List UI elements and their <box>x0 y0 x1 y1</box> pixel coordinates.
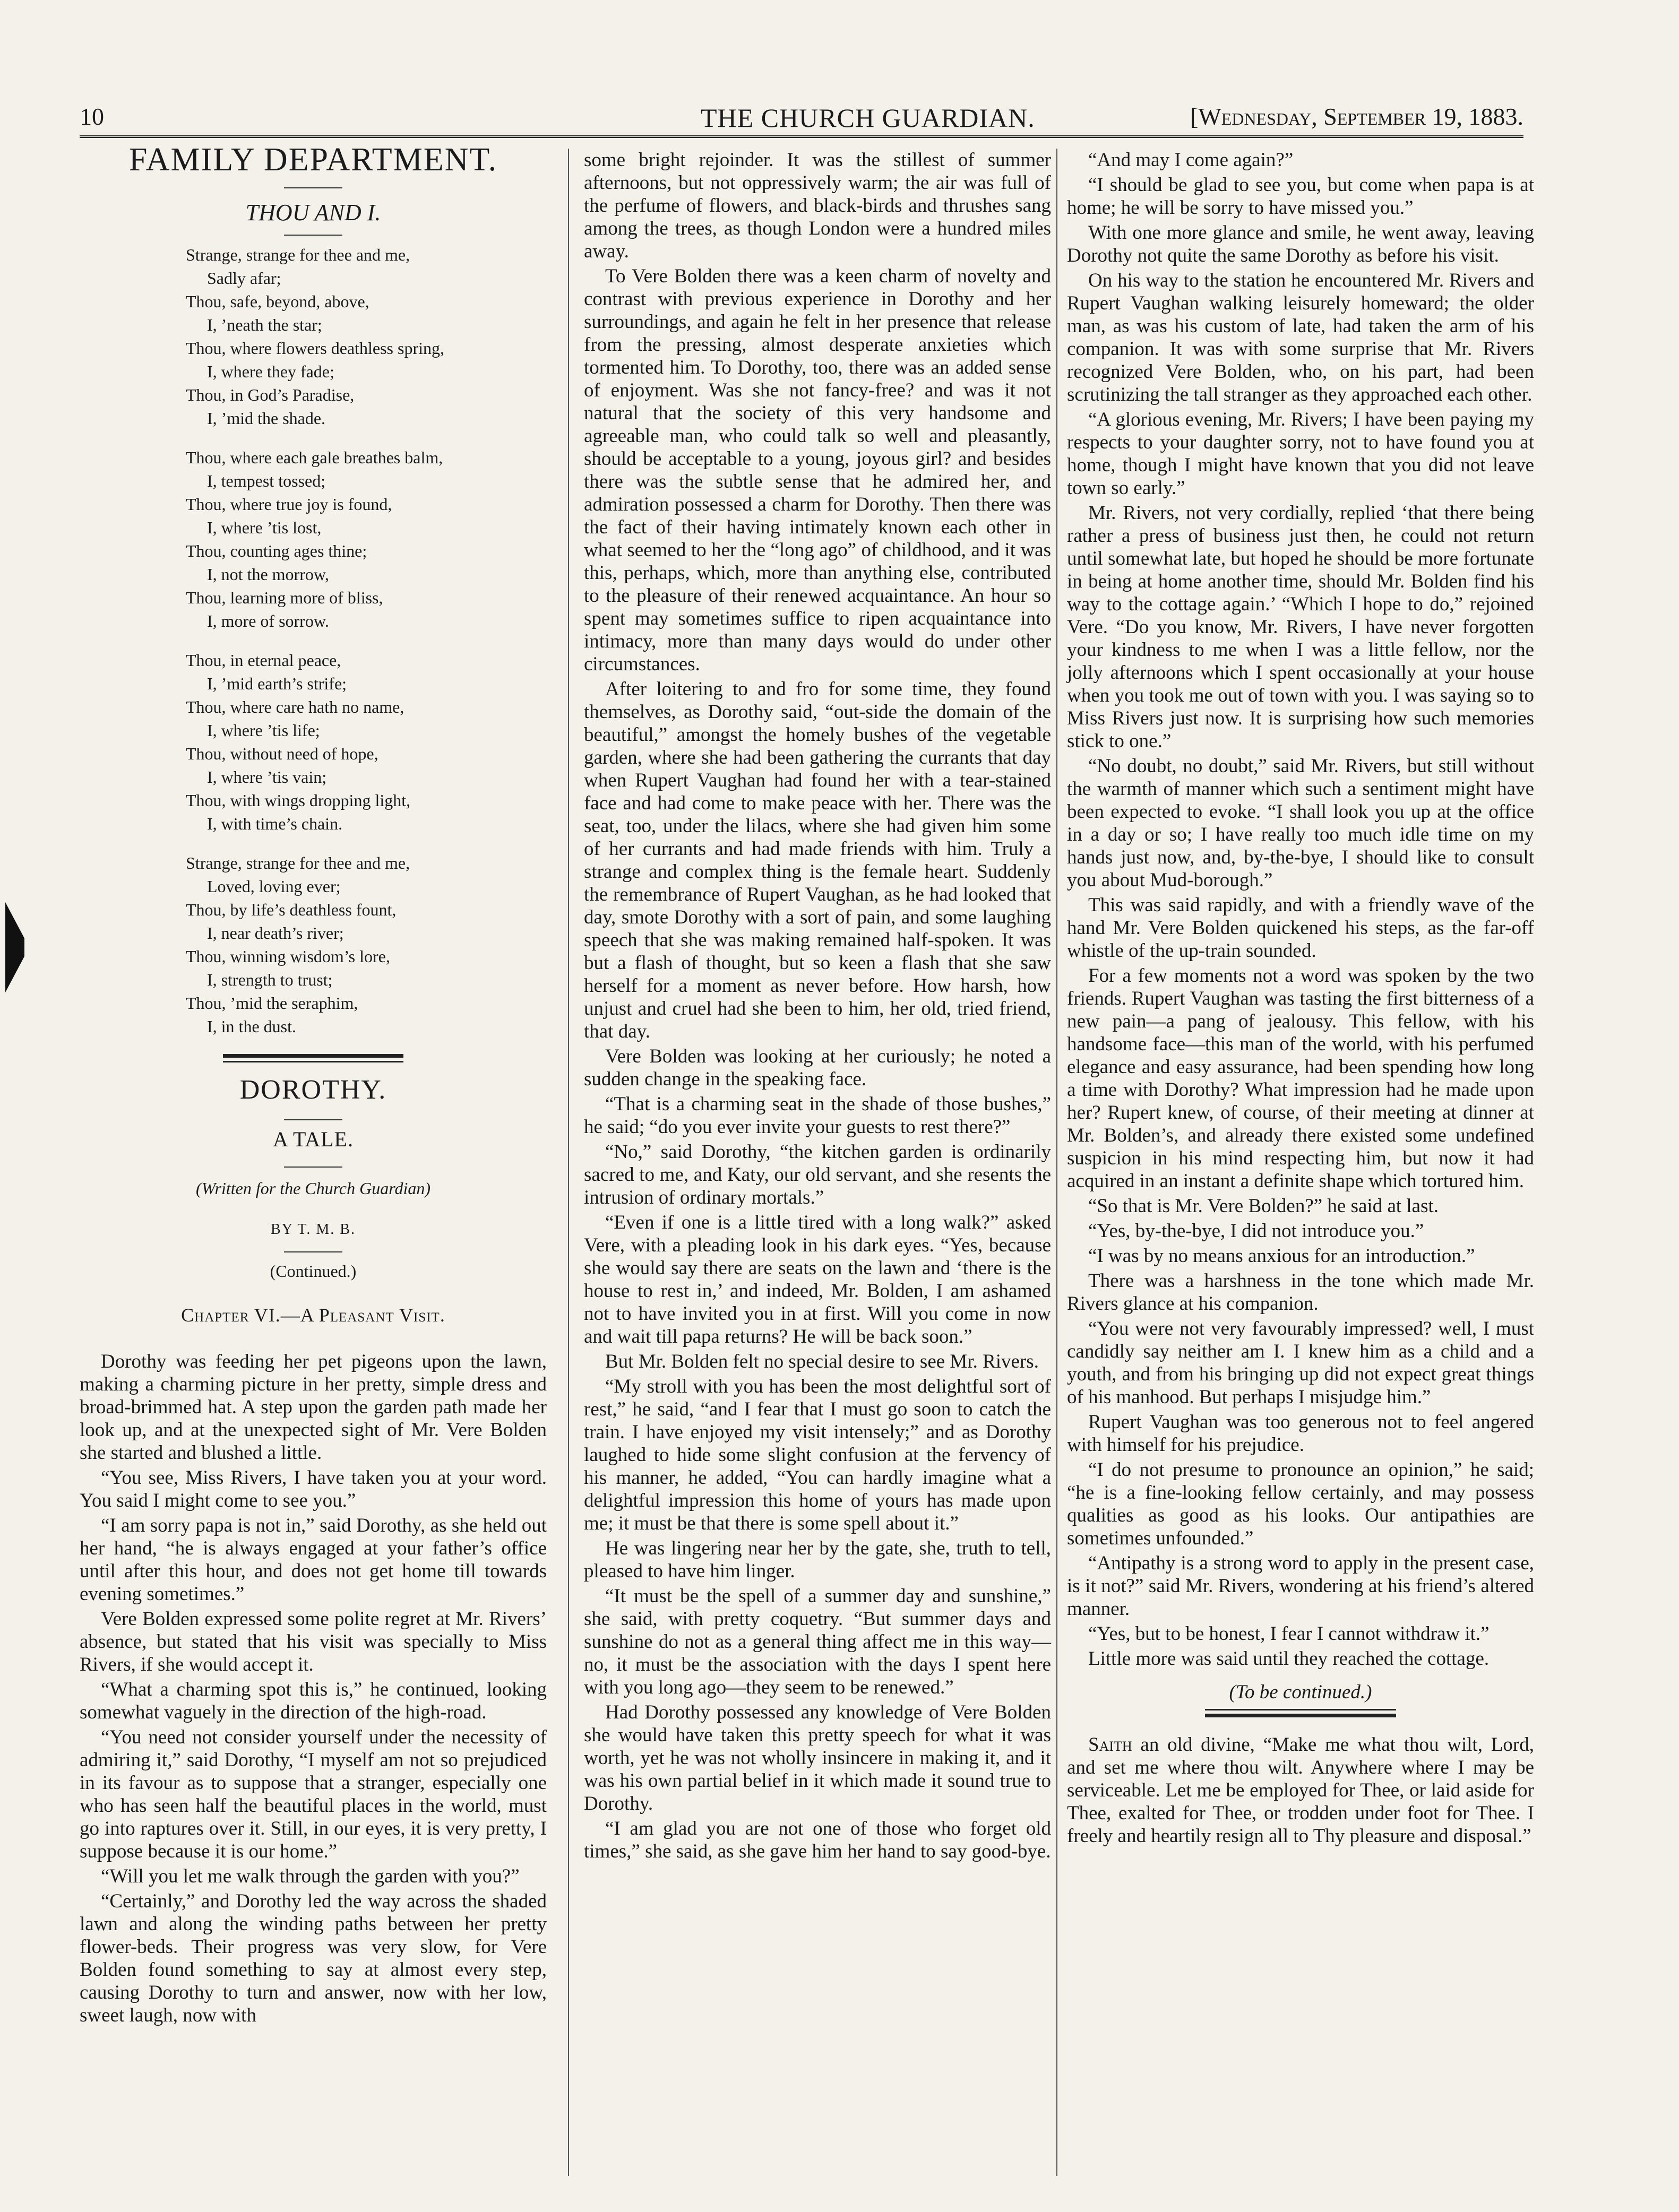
story-paragraph: “Yes, but to be honest, I fear I cannot withdraw it.” <box>1088 1623 1489 1645</box>
story-paragraph: “I am sorry papa is not in,” said Dorothy, as she held out her hand, “he is always engaged at your father’s office until after this hour, and does not get home till towards evening sometimes.” <box>80 1515 547 1605</box>
poem-line: Thou, with wings dropping light, <box>186 791 411 810</box>
ornamental-rule <box>223 1054 403 1062</box>
poem-line: Thou, without need of hope, <box>186 744 378 763</box>
story-paragraph: Dorothy was feeding her pet pigeons upon the lawn, making a charming picture in her pretty, simple dress and broad-brimmed hat. A step upon the garden path made her look up, and at the unexpected sight of Mr. Vere Bolden she started and blushed a little. <box>80 1351 547 1464</box>
divider <box>284 1119 342 1120</box>
poem-stanza <box>186 851 547 1038</box>
story-paragraph: “You see, Miss Rivers, I have taken you at your word. You said I might come to see you.” <box>80 1467 547 1511</box>
poem-line: Thou, counting ages thine; <box>186 541 367 560</box>
divider <box>284 235 342 236</box>
poem-title: THOU AND I. <box>245 200 381 226</box>
poem-line: I, ’neath the star; <box>207 315 322 334</box>
story-paragraph: “Antipathy is a strong word to apply in the present case, is it not?” said Mr. Rivers, wondering at his friend’s altered manner. <box>1067 1552 1534 1620</box>
poem-line: Thou, in eternal peace, <box>186 651 341 670</box>
poem-line: I, near death’s river; <box>207 923 344 943</box>
column-3 <box>1067 149 1534 1850</box>
page-number: 10 <box>80 103 104 130</box>
poem-line: Strange, strange for thee and me, <box>186 245 410 264</box>
story-text-col3 <box>1067 149 1534 1670</box>
story-paragraph: some bright rejoinder. It was the stillest of summer afternoons, but not oppressively warm; the air was full of the perfume of flowers, and black-birds and thrushes sang among the trees, as though London were a hundred miles away. <box>584 149 1051 262</box>
poem-stanza <box>186 243 547 430</box>
poem-line: I, ’mid the shade. <box>207 409 326 428</box>
story-paragraph: “You were not very favourably impressed? well, I must candidly say neither am I. I knew him as a child and a youth, and from his bringing up did not expect great things of his manhood. But perhaps I misjudge him.” <box>1067 1318 1534 1408</box>
story-paragraph: Rupert Vaughan was too generous not to feel angered with himself for his prejudice. <box>1067 1411 1534 1456</box>
written-for-note: (Written for the Church Guardian) <box>195 1179 431 1198</box>
poem-line: Loved, loving ever; <box>207 877 341 896</box>
story-paragraph: “Certainly,” and Dorothy led the way across the shaded lawn and along the winding paths between her pretty flower-beds. Their progress was very slow, for Vere Bolden found something to say at almost every step, causing Dorothy to turn and answer, now with her low, sweet laugh, now with <box>80 1890 547 2026</box>
story-paragraph: “I should be glad to see you, but come when papa is at home; he will be sorry to have missed you.” <box>1067 174 1534 219</box>
poem-line: Thou, ’mid the seraphim, <box>186 993 358 1013</box>
column-divider <box>1056 149 1057 2176</box>
poem-line: I, ’mid earth’s strife; <box>207 674 347 693</box>
poem-line: Thou, winning wisdom’s lore, <box>186 947 390 966</box>
story-paragraph: Vere Bolden was looking at her curiously; he noted a sudden change in the speaking face. <box>584 1045 1051 1090</box>
story-paragraph: After loitering to and fro for some time, they found themselves, as Dorothy said, “out-side the domain of the beautiful,” amongst the homely bushes of the vegetable garden, where she had been gathering the currants that day when Rupert Vaughan had found her with a tear-stained face and had come to make peace with her. There was the seat, too, under the lilacs, where she had given him some of her currants and had made friends with him. Truly a strange and complex thing is the female heart. Suddenly the remembrance of Rupert Vaughan, as he had looked that day, smote Dorothy with a sort of pain, and some laughing speech that she was making remained half-spoken. It was but a flash of thought, but so keen a flash that she saw herself for a moment as never before. How harsh, how unjust and cruel had she been to him, her old, tried friend, that day. <box>584 678 1051 1042</box>
binding-mark <box>5 902 24 992</box>
divider <box>284 187 342 188</box>
to-be-continued: (To be continued.) <box>1229 1681 1372 1703</box>
story-subtitle: A TALE. <box>273 1127 354 1151</box>
poem-line: I, more of sorrow. <box>207 611 329 630</box>
story-paragraph: “And may I come again?” <box>1088 149 1294 171</box>
story-paragraph: There was a harshness in the tone which made Mr. Rivers glance at his companion. <box>1067 1270 1534 1315</box>
poem-line: Thou, where true joy is found, <box>186 495 392 514</box>
masthead: THE CHURCH GUARDIAN. <box>701 103 1035 133</box>
story-paragraph: But Mr. Bolden felt no special desire to see Mr. Rivers. <box>605 1351 1039 1372</box>
story-paragraph: “A glorious evening, Mr. Rivers; I have been paying my respects to your daughter sorry, not to have found you at home, though I might have known that you did not leave town so early.” <box>1067 409 1534 499</box>
poem-line: I, where they fade; <box>207 362 334 381</box>
story-title: DOROTHY. <box>239 1075 387 1105</box>
story-paragraph: Mr. Rivers, not very cordially, replied ‘that there being rather a press of business just then, he could not return until somewhat late, but hoped he should be more fortunate in being at home another time, should Mr. Bolden find his way to the cottage again.’ “Which I hope to do,” rejoined Vere. “Do you know, Mr. Rivers, I have never forgotten your kindness to me when I was a little fellow, nor the jolly afternoons which I spent occasionally at your house when you took me out of town with you. I was saying so to Miss Rivers just now. It is surprising how such memories stick to one.” <box>1067 502 1534 752</box>
story-paragraph: To Vere Bolden there was a keen charm of novelty and contrast with previous experience in Dorothy and her surroundings, and again he felt in her presence that release from the pressing, almost desperate anxieties which tormented him. To Dorothy, too, there was an added sense of enjoyment. Was she not fancy-free? and was it not natural that the society of this very handsome and agreeable man, who could talk so well and pleasantly, should be acceptable to a young, joyous girl? and besides there was the subtle sense that he admired her, and admiration possessed a charm for Dorothy. Then there was the fact of their having intimately known each other in what seemed to her the “long ago” of childhood, and it was this, perhaps, which, more than anything else, contributed to the pleasure of their renewed acquaintance. An hour so spent may sometimes suffice to ripen acquaintance into intimacy, more than many days would do under other circumstances. <box>584 265 1051 675</box>
continued-note: (Continued.) <box>270 1261 357 1281</box>
poem-line: Sadly afar; <box>207 269 281 288</box>
story-paragraph: “Yes, by-the-bye, I did not introduce you.” <box>1088 1220 1424 1242</box>
column-2 <box>584 149 1051 1865</box>
story-paragraph: For a few moments not a word was spoken by the two friends. Rupert Vaughan was tasting the first bitterness of a new pain—a pang of jealousy. This fellow, with his handsome face—this man of the world, with his perfumed elegance and easy assurance, had been spending how long a time with Dorothy? What impression had he made upon her? Rupert knew, of course, of their meeting at dinner at Mr. Bolden’s, and already there existed some undefined suspicion in his mind respecting him, but now it had acquired in an instant a definite shape which tortured him. <box>1067 965 1534 1192</box>
story-paragraph: “It must be the spell of a summer day and sunshine,” she said, with pretty coquetry. “But summer days and sunshine do not as a general thing affect me in this way—no, it must be the association with the days I spent here with you long ago—they seem to be renewed.” <box>584 1585 1051 1698</box>
story-paragraph: “I was by no means anxious for an introduction.” <box>1088 1245 1475 1267</box>
story-paragraph: With one more glance and smile, he went away, leaving Dorothy not quite the same Dorothy as before his visit. <box>1067 222 1534 266</box>
byline: BY T. M. B. <box>271 1221 356 1238</box>
story-paragraph: Little more was said until they reached the cottage. <box>1088 1648 1489 1670</box>
story-paragraph: He was lingering near her by the gate, she, truth to tell, pleased to have him linger. <box>584 1537 1051 1582</box>
story-paragraph: “No,” said Dorothy, “the kitchen garden is ordinarily sacred to me, and Katy, our old servant, and she resents the intrusion of ordinary mortals.” <box>584 1141 1051 1208</box>
story-paragraph: On his way to the station he encountered Mr. Rivers and Rupert Vaughan walking leisurely homeward; the older man, as was his custom of late, had taken the arm of his companion. It was with some surprise that Mr. Rivers recognized Vere Bolden, who, on his part, had been scrutinizing the tall stranger as they approached each other. <box>1067 270 1534 405</box>
closing-lead: Saith <box>1088 1734 1132 1756</box>
poem-line: I, strength to trust; <box>207 970 333 989</box>
poem-line: Thou, learning more of bliss, <box>186 588 383 607</box>
column-divider <box>568 149 569 2176</box>
poem-line: I, not the morrow, <box>207 565 329 584</box>
poem-line: I, where ’tis lost, <box>207 518 322 537</box>
dateline: [Wednesday, September 19, 1883. <box>1190 103 1523 130</box>
poem <box>186 243 547 1038</box>
story-paragraph: “I do not presume to pronounce an opinion,” he said; “he is a fine-looking fellow certainly, and may possess qualities as good as his looks. Our antipathies are sometimes unfounded.” <box>1067 1459 1534 1549</box>
divider <box>284 1251 342 1252</box>
poem-line: Thou, where care hath no name, <box>186 697 404 716</box>
poem-stanza <box>186 649 547 835</box>
poem-line: Thou, safe, beyond, above, <box>186 292 369 311</box>
page-header <box>80 98 1523 138</box>
divider <box>284 1167 342 1168</box>
poem-line: I, tempest tossed; <box>207 471 326 490</box>
ornamental-rule <box>1205 1709 1396 1717</box>
story-paragraph: Vere Bolden expressed some polite regret at Mr. Rivers’ absence, but stated that his visit was specially to Miss Rivers, if she would accept it. <box>80 1608 547 1675</box>
story-paragraph: “So that is Mr. Vere Bolden?” he said at last. <box>1088 1195 1439 1217</box>
closing-paragraph <box>1067 1733 1534 1847</box>
poem-line: I, in the dust. <box>207 1017 296 1036</box>
poem-line: Thou, where each gale breathes balm, <box>186 448 443 467</box>
story-paragraph: “I am glad you are not one of those who forget old times,” she said, as she gave him her hand to say good-bye. <box>584 1818 1051 1862</box>
poem-line: Thou, by life’s deathless fount, <box>186 900 397 919</box>
story-paragraph: “No doubt, no doubt,” said Mr. Rivers, but still without the warmth of manner which such a sentiment might have been expected to evoke. “I shall look you up at the office in a day or so; I have really too much idle time on my hands just now, and, by-the-bye, I should like to consult you about Mud-borough.” <box>1067 755 1534 891</box>
story-text-col1 <box>80 1350 547 2027</box>
poem-line: Thou, where flowers deathless spring, <box>186 339 444 358</box>
poem-line: Strange, strange for thee and me, <box>186 853 410 872</box>
column-1 <box>80 142 547 2029</box>
poem-line: Thou, in God’s Paradise, <box>186 385 355 404</box>
closing-text: an old divine, “Make me what thou wilt, Lord, and set me where thou wilt. Anywhere where I may be serviceable. Let me be employed for Thee, or laid aside for Thee, exalted for Thee, or trodden under foot for Thee. I freely and heartily resign all to Thy pleasure and disposal.” <box>1067 1734 1534 1847</box>
chapter-heading: Chapter VI.—A Pleasant Visit. <box>181 1304 445 1326</box>
story-paragraph: This was said rapidly, and with a friendly wave of the hand Mr. Vere Bolden quickened his steps, as the far-off whistle of the up-train sounded. <box>1067 894 1534 962</box>
story-paragraph: “What a charming spot this is,” he continued, looking somewhat vaguely in the direction of the high-road. <box>80 1679 547 1723</box>
story-paragraph: “Will you let me walk through the garden with you?” <box>101 1865 520 1887</box>
poem-line: I, where ’tis life; <box>207 721 320 740</box>
story-paragraph: “My stroll with you has been the most delightful sort of rest,” he said, “and I fear that I must go soon to catch the train. I have enjoyed my visit intensely;” and as Dorothy laughed to hide some slight confusion at the fervency of his manner, he added, “You can hardly imagine what a delightful impression this home of yours has made upon me; it must be that there is some spell about it.” <box>584 1376 1051 1534</box>
poem-line: I, where ’tis vain; <box>207 767 327 787</box>
story-paragraph: Had Dorothy possessed any knowledge of Vere Bolden she would have taken this pretty speech for what it was worth, yet he was not wholly insincere in making it, and it was his own partial belief in it which made it sound true to Dorothy. <box>584 1701 1051 1814</box>
story-text-col2 <box>584 149 1051 1863</box>
story-paragraph: “Even if one is a little tired with a long walk?” asked Vere, with a pleading look in his dark eyes. “Yes, because she would say there are seats on the lawn and ‘there is the house to rest in,’ and indeed, Mr. Bolden, I am ashamed not to have invited you in at first. Will you come in now and wait till papa returns? He will be back soon.” <box>584 1212 1051 1347</box>
story-paragraph: “You need not consider yourself under the necessity of admiring it,” said Dorothy, “I myself am not so prejudiced in its favour as to suppose that a stranger, especially one who has seen half the beautiful places in the world, must go into raptures over it. Still, in our eyes, it is very pretty, I suppose because it is our home.” <box>80 1726 547 1862</box>
story-paragraph: “That is a charming seat in the shade of those bushes,” he said; “do you ever invite your guests to rest there?” <box>584 1093 1051 1138</box>
poem-line: I, with time’s chain. <box>207 814 343 833</box>
department-title: FAMILY DEPARTMENT. <box>128 142 498 178</box>
poem-stanza <box>186 446 547 633</box>
